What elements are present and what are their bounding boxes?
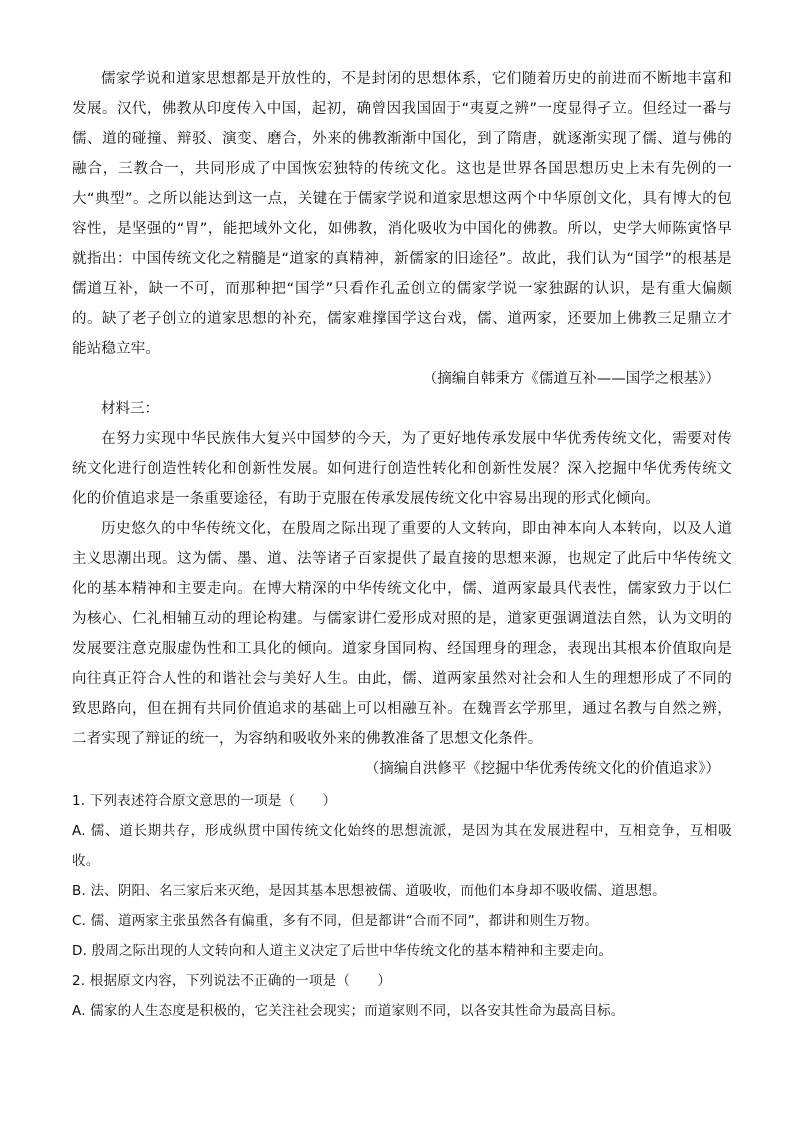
document-page <box>72 64 732 1026</box>
question-2 <box>72 966 732 1026</box>
question-option-c: C. 儒、道两家主张虽然各有偏重，多有不同，但是都讲“合而不同”，都讲和则生万物。 <box>72 913 599 929</box>
material3-paragraph-1: 在努力实现中华民族伟大复兴中国梦的今天，为了更好地传承发展中华优秀传统文化，需要对传统文化进行创造性转化和创新性发展。如何进行创造性转化和创新性发展？深入挖掘中华优秀传统文化的价值追求是一条重要途径，有助于克服在传承发展传统文化中容易出现的形式化倾向。 <box>72 431 732 507</box>
question-1 <box>72 786 732 966</box>
material3-heading: 材料三： <box>101 401 159 417</box>
question-stem: 2. 根据原文内容，下列说法不正确的一项是（ ） <box>72 973 392 989</box>
question-option-a: A. 儒家的人生态度是积极的，它关注社会现实；而道家则不同，以各安其性命为最高目标。 <box>72 1003 625 1019</box>
source-citation-hong: （摘编自洪修平《挖掘中华优秀传统文化的价值追求》） <box>364 761 720 777</box>
question-stem: 1. 下列表述符合原文意思的一项是（ ） <box>72 793 337 809</box>
material3-paragraph-2: 历史悠久的中华传统文化，在殷周之际出现了重要的人文转向，即由神本向人本转向，以及人道主义思潮出现。这为儒、墨、道、法等诸子百家提供了最直接的思想来源，也规定了此后中华传统文化的基本精神和主要走向。在博大精深的中华传统文化中，儒、道两家最具代表性，儒家致力于以仁为核心、仁礼相辅互动的理论构建。与儒家讲仁爱形成对照的是，道家更强调道法自然，认为文明的发展要注意克服虚伪性和工具化的倾向。道家身国同构、经国理身的理念，表现出其根本价值取向是向往真正符合人性的和谐社会与美好人生。由此，儒、道两家虽然对社会和人生的理想形成了不同的致思路向，但在拥有共同价值追求的基础上可以相融互补。在魏晋玄学那里，通过名教与自然之辨，二者实现了辩证的统一，为容纳和吸收外来的佛教准备了思想文化条件。 <box>72 521 732 747</box>
passage-paragraph-confucian-taoist: 儒家学说和道家思想都是开放性的，不是封闭的思想体系，它们随着历史的前进而不断地丰富和发展。汉代，佛教从印度传入中国，起初，确曾因我国固于“夷夏之辨”一度显得孑立。但经过一番与儒、道的碰撞、辩驳、演变、磨合，外来的佛教渐渐中国化，到了隋唐，就逐渐实现了儒、道与佛的融合，三教合一，共同形成了中国恢宏独特的传统文化。这也是世界各国思想历史上未有先例的一大“典型”。之所以能达到这一点，关键在于儒家学说和道家思想这两个中华原创文化，具有博大的包容性，是坚强的“胃”，能把域外文化，如佛教，消化吸收为中国化的佛教。所以，史学大师陈寅恪早就指出：中国传统文化之精髓是“道家的真精神，新儒家的旧途径”。故此，我们认为“国学”的根基是儒道互补，缺一不可，而那种把“国学”只看作孔孟创立的儒家学说一家独踞的认识，是有重大偏颇的。缺了老子创立的道家思想的补充，儒家难撑国学这台戏，儒、道两家，还要加上佛教三足鼎立才能站稳立牢。 <box>72 71 732 357</box>
question-option-b: B. 法、阴阳、名三家后来灭绝，是因其基本思想被儒、道吸收，而他们本身却不吸收儒、道思想。 <box>72 883 666 899</box>
source-citation-han: （摘编自韩秉方《儒道互补——国学之根基》） <box>422 371 720 387</box>
question-option-a: A. 儒、道长期共存，形成纵贯中国传统文化始终的思想流派，是因为其在发展进程中，互相竞争，互相吸收。 <box>72 823 732 869</box>
question-option-d: D. 殷周之际出现的人文转向和人道主义决定了后世中华传统文化的基本精神和主要走向。 <box>72 943 613 959</box>
